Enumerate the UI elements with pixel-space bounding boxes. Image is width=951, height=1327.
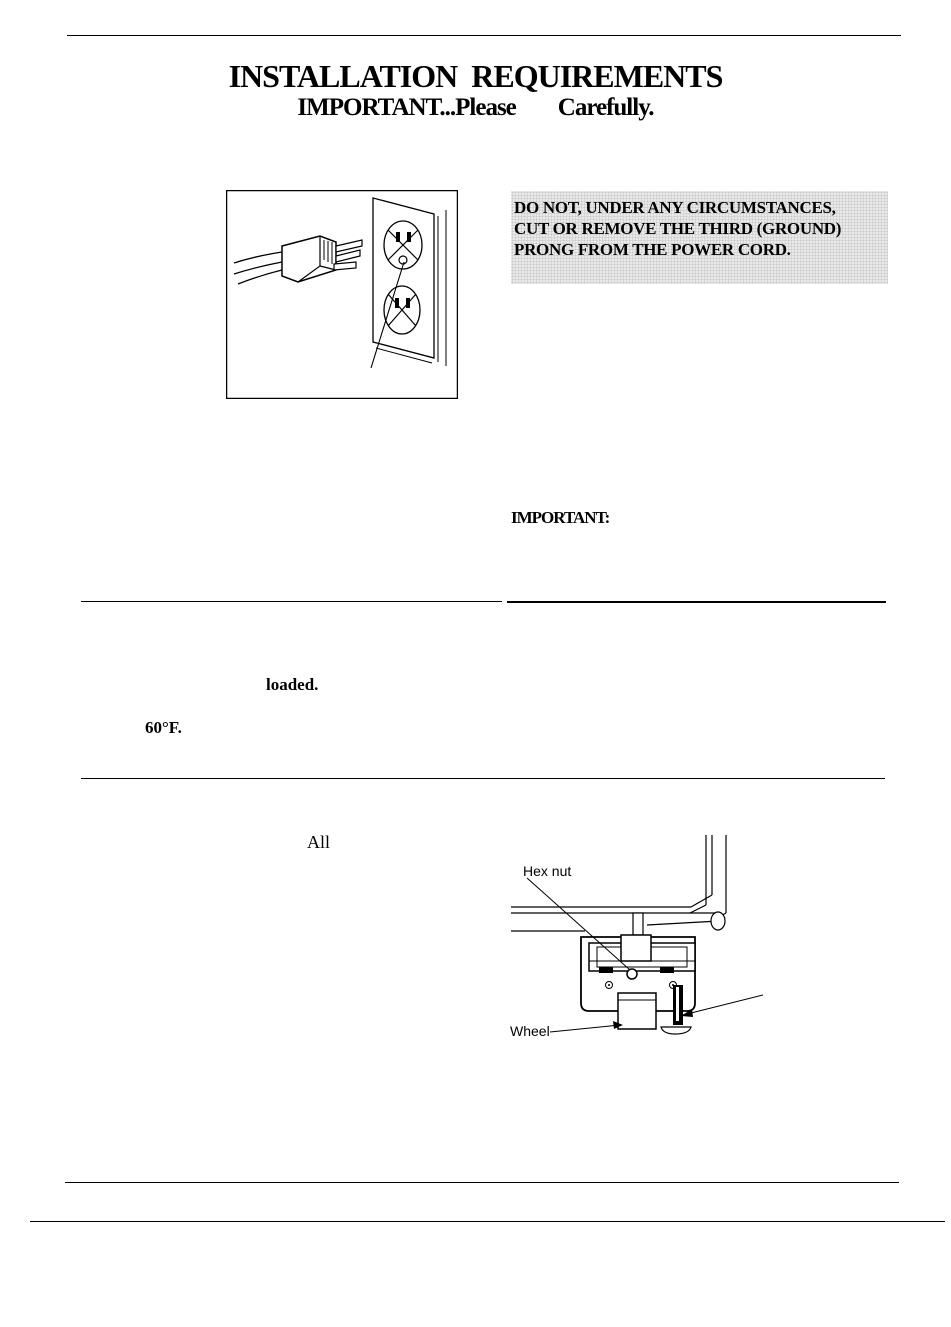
hex-nut-label: Hex nut <box>523 863 572 879</box>
top-rule <box>67 35 901 36</box>
plug-outlet-illustration <box>226 190 458 399</box>
page-subtitle: IMPORTANT...Please Carefully. <box>297 94 654 121</box>
section-rule-left <box>81 601 502 602</box>
bottom-rule <box>65 1182 899 1183</box>
loaded-text: loaded. <box>266 675 319 694</box>
ground-prong-warning <box>514 197 841 260</box>
warning-line: CUT OR REMOVE THE THIRD (GROUND) <box>514 219 842 238</box>
plug-outlet-figure <box>226 190 458 399</box>
important-label: IMPORTANT: <box>511 508 610 527</box>
warning-line: DO NOT, UNDER ANY CIRCUMSTANCES, <box>514 198 836 217</box>
section-rule-middle <box>81 778 885 779</box>
ground-prong-warning-box <box>511 191 888 284</box>
wheel-label: Wheel <box>510 1023 550 1039</box>
section-rule-right <box>507 601 886 603</box>
temperature-text: 60°F. <box>145 718 182 737</box>
page-title: INSTALLATION REQUIREMENTS <box>228 58 723 94</box>
wheel-figure <box>505 835 770 1050</box>
warning-line: PRONG FROM THE POWER CORD. <box>514 240 791 259</box>
all-text: All <box>307 832 331 852</box>
page-edge-rule <box>30 1221 945 1222</box>
